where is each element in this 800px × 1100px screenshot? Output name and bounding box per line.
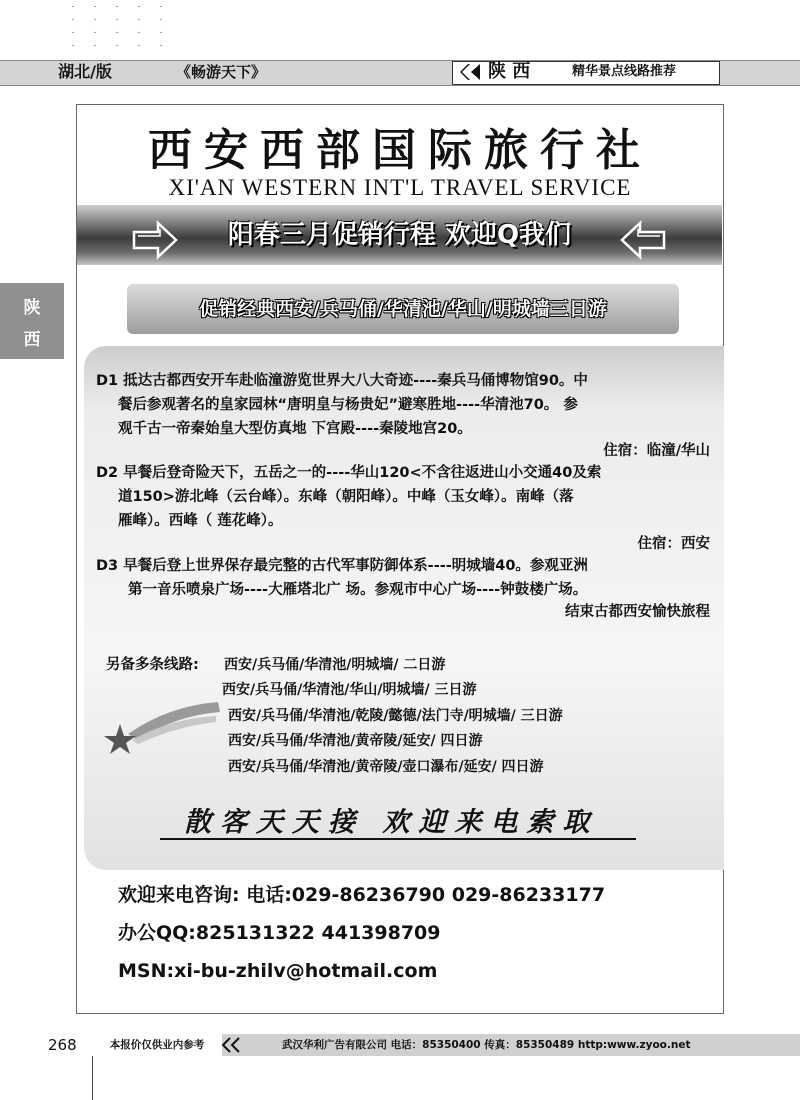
footer-divider <box>92 1056 93 1100</box>
day3-line-1: D3 早餐后登上世界保存最完整的古代军事防御体系----明城墙40。参观亚洲 <box>96 558 588 574</box>
day1-stay: 住宿：临潼/华山 <box>603 443 710 459</box>
day2-stay: 住宿：西安 <box>637 536 710 552</box>
day2-line-3: 雁峰）。西峰（ 莲花峰）。 <box>118 513 283 529</box>
day2-line-1: D2 早餐后登奇险天下，五岳之一的----华山120<不含往返进山小交通40及索 <box>96 465 602 481</box>
agency-name-cn: 西安西部国际旅行社 <box>148 125 652 176</box>
slogan-underline <box>160 838 636 840</box>
day3-line-2: 第一音乐喷泉广场----大雁塔北广 场。参观市中心广场----钟鼓楼广场。 <box>128 582 588 598</box>
region-side-tab <box>0 283 64 359</box>
agency-name-en: XI'AN WESTERN INT'L TRAVEL SERVICE <box>168 175 632 200</box>
day1-line-1: D1 抵达古都西安开车赴临潼游览世界大八大奇迹----秦兵马俑博物馆90。中 <box>96 373 588 389</box>
footer-publisher-info: 武汉华利广告有限公司 电话：85350400 传真：85350489 http:www.zyoo.net <box>282 1039 691 1051</box>
contact-qq: 办公QQ:825131322 441398709 <box>118 922 441 944</box>
route-item: 西安/兵马俑/华清池/黄帝陵/延安/ 四日游 <box>228 733 483 749</box>
edition-label: 湖北/版 <box>58 62 112 81</box>
route-item: 西安/兵马俑/华清池/华山/明城墙/ 三日游 <box>222 682 477 698</box>
arrow-left-icon <box>620 220 666 260</box>
route-item: 西安/兵马俑/华清池/乾陵/懿德/法门寺/明城墙/ 三日游 <box>228 708 563 724</box>
recommend-label: 精华景点线路推荐 <box>572 64 677 79</box>
day1-line-2: 餐后参观著名的皇家园林“唐明皇与杨贵妃”避寒胜地----华清池70。 参 <box>118 397 578 413</box>
day2-line-2: 道150>游北峰（云台峰）。东峰（朝阳峰）。中峰（玉女峰）。南峰（落 <box>118 489 574 505</box>
route-item: 西安/兵马俑/华清池/明城墙/ 二日游 <box>224 657 446 673</box>
slogan: 散客天天接 欢迎来电索取 <box>184 807 599 838</box>
footer-note: 本报价仅供业内参考 <box>92 1034 222 1056</box>
shooting-star-icon <box>98 696 224 756</box>
double-arrow-left-icon <box>458 63 482 81</box>
contact-msn: MSN:xi-bu-zhilv@hotmail.com <box>118 960 438 982</box>
side-tab-char-2: 西 <box>23 330 41 350</box>
promo-banner-text: 阳春三月促销行程 欢迎Q我们 <box>227 220 572 250</box>
contact-phone: 欢迎来电咨询: 电话:029-86236790 029-86233177 <box>118 884 606 906</box>
double-chevron-left-icon <box>220 1037 242 1053</box>
region-name: 陕 西 <box>488 61 531 82</box>
dot-grid-decoration <box>62 0 172 52</box>
other-routes-label: 另备多条线路: <box>106 657 199 673</box>
page-number: 268 <box>48 1036 77 1054</box>
side-tab-char-1: 陕 <box>23 298 41 318</box>
route-item: 西安/兵马俑/华清池/黄帝陵/壶口瀑布/延安/ 四日游 <box>228 759 544 775</box>
day1-line-3: 观千古一帝秦始皇大型仿真地 下宫殿----秦陵地宫20。 <box>118 421 472 437</box>
tour-title: 促销经典西安/兵马俑/华清池/华山/明城墙三日游 <box>199 298 607 320</box>
day3-end: 结束古都西安愉快旅程 <box>565 604 710 620</box>
column-title: 《畅游天下》 <box>176 63 267 81</box>
